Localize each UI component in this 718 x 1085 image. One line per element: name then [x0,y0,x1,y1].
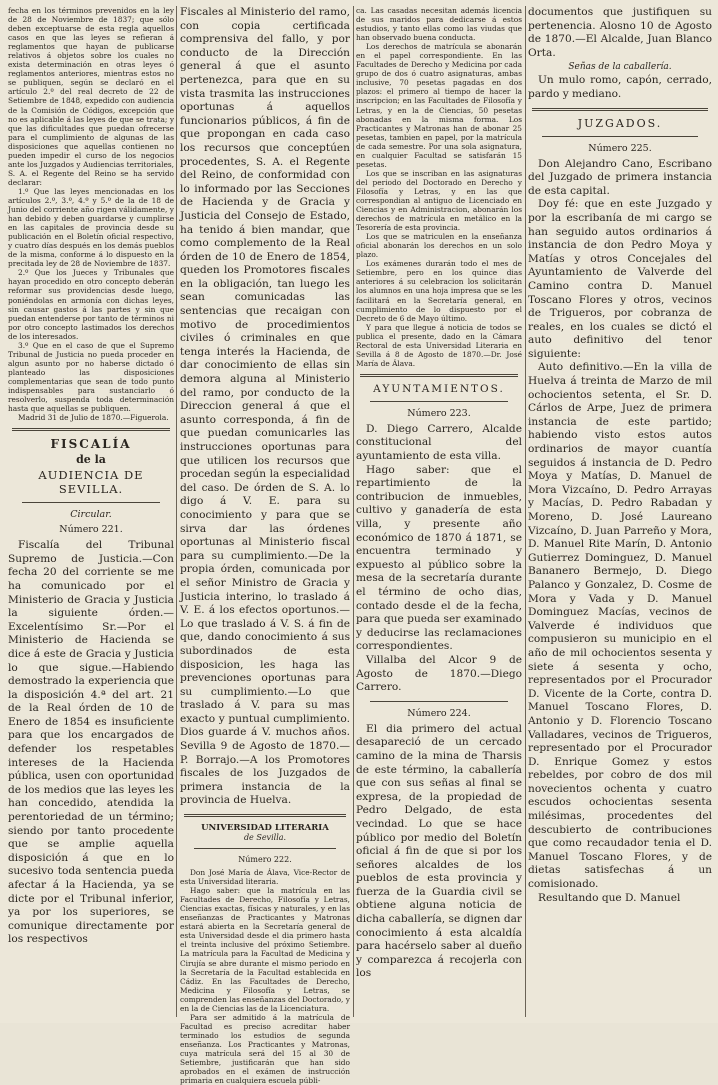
subtitle: Señas de la caballería. [568,62,672,73]
column-divider [176,6,177,1017]
paragraph: Los derechos de matrícula se abonarán en el papel correspondiente. En las Facultades de Derecho y Medicina por cada grupo de dos ó cuatro asignaturas, ambas inclusive, 70 pesetas pagadas en dos plazos: el primero al tiempo de hacer la inscripcion; en las Facultades de Filosofía y Letras, y en la de Ciencias, 50 pesetas abonadas en la misma forma. Los Practicantes y Matronas han de abonar 25 pesetas, tambien en papel, por la matrícula de cada semestre. Por una sola asignatura, en cualquier Facultad se satisfarán 15 pesetas. [356,42,522,169]
divider [12,428,170,431]
paragraph: D. Diego Carrero, Alcalde constitucional del ayuntamiento de esta villa. [356,422,522,463]
paragraph: Fiscalía del Tribunal Supremo de Justicia.—Con fecha 20 del corriente se me ha comunicado por el Ministerio de Gracia y Justicia la siguiente órden.—Excelentísimo Sr.—Por el Ministerio de Hacienda se dice á este de Gracia y Justicia lo que sigue.—Habiendo demostrado la experiencia que la disposición 4.ª del art. 21 de la Real órden de 10 de Enero de 1854 es insuficiente para que los encargados de defender los respetables intereses de la Hacienda pública, usen con oportunidad de los medios que las leyes les han concedido, atendida la perentoriedad de un término; siendo por tanto procedente que se amplie aquella disposición á que en lo sucesivo toda sentencia pueda afectar á la Hacienda, ya se dicte por el Tribunal inferior, ya por los superiores, se comunique directamente por los respectivos [8,539,174,946]
notice-number: Número 223. [407,407,471,419]
notice-number: Número 222. [238,855,292,865]
paragraph: Hago saber: que la matrícula en las Facultades de Derecho, Filosofía y Letras, Ciencias exactas, físicas y naturales, y en las enseñanzas de Practicantes y Matronas estará abierta en la Secretaría general de esta Universidad desde el dia primero hasta el treinta inclusive del próximo Setiembre. La matrícula para la Facultad de Medicina y Cirujía se abre durante el mismo periodo en la Secretaría de la Facultad establecida en Cádiz. En las Facultades de Derecho, Medicina y Filosofía y Letras, se comprenden las enseñanzas del Doctorado, y en la de Ciencias las de la Licenciatura. [180,886,350,1013]
paragraph: Auto definitivo.—En la villa de Huelva á treinta de Marzo de mil ochocientos setenta, el Sr. D. Cárlos de Arpe, Juez de primera instancia de este partido; habiendo visto estos autos ordinarios de mayor cuantía seguidos á instancia de D. Pedro Moya y Matías, D. Manuel de Mora Vizcaíno, D. Pedro Arrayas y Macías, D. Pedro Rabadan y Moreno, D. José Laureano Vizcaíno, D. Juan Parreño y Mora, D. Manuel Rite Marín, D. Antonio Gutierrez Dominguez, D. Manuel Bananero Bermejo, D. Diego Palanco y Gonzalez, D. Cosme de Mora y Vada y D. Manuel Dominguez Macías, vecinos de Valverde é individuos que compusieron su municipio en el año de mil ochocientos sesenta y siete á sesenta y ocho, representados por el Procurador D. Vicente de la Corte, contra D. Manuel Toscano Flores, D. Antonio y D. Florencio Toscano Valladares, vecinos de Trigueros, representado por el Procurador D. Enrique Gomez y estos rebeldes, por cobro de dos mil novecientos ochenta y cuatro escudos ochocientas sesenta milésimas, procedentes del descubierto de contribuciones que como recaudador tenia el D. Manuel Toscano Flores, y de dietas satisfechas á un comisionado. [528,361,712,891]
divider [184,814,346,817]
section-heading: AUDIENCIA DE SEVILLA. [38,468,144,497]
paragraph: Los exámenes durarán todo el mes de Setiembre, pero en los quince dias anteriores á su celebracion los solicitarán los alumnos en una hoja impresa que se les facilitará en la Secretaría general, en cumplimiento de lo dispuesto por el Decreto de 6 de Mayo último. [356,259,522,323]
paragraph: 1.º Que las leyes mencionadas en los artículos 2.º, 3.º, 4.º y 5.º de la de 18 de Junio del corriente año rigen válidamente, y han debido y deben guardarse y cumplirse en las capitales de provincia desde su publicación en el Boletín oficial respectivo, y cuatro días después en los demás pueblos de la misma, conforme á lo dispuesto en la precitada ley de 28 de Noviembre de 1837. [8,186,174,269]
divider [22,502,160,503]
paragraph: Doy fé: que en este Juzgado y por la escribanía de mi cargo se han seguido autos ordinarios á instancia de don Pedro Moya y Matías y otros Concejales del Ayuntamiento de Valverde del Camino contra D. Manuel Toscano Flores y otros, vecinos de Trigueros, por cobranza de reales, en los cuales se dictó el auto definitivo del tenor siguiente: [528,198,712,360]
notice-number: Número 221. [59,524,123,536]
paragraph: Fiscales al Ministerio del ramo, con copia certificada comprensiva del fallo, y por conducto de la Dirección general á que el asunto pertenezca, para que en su vista trasmita las instrucciones oportunas á aquellos funcionarios públicos, á fin de que propongan en cada caso los recursos que conceptúen procedentes, S. A. el Regente del Reino, de conformidad con lo informado por las Secciones de Hacienda y de Gracia y Justicia del Consejo de Estado, ha tenido á bien mandar, que como complemento de la Real órden de 10 de Enero de 1854, queden los Promotores fiscales en la obligación, tan luego les sean comunicadas las sentencias que recaigan con motivo de procedimientos civiles ó criminales en que tenga interés la Hacienda, de dar conocimiento de ellas sin demora alguna al Ministerio del ramo, por conducto de la Direccion general á que el asunto corresponda, á fin de que puedan comunicarles las instrucciones oportunas para que utilicen los recursos que procedan según la especialidad del caso. De órden de S. A. lo digo á V. E. para su conocimiento y para que se sirva dar las órdenes oportunas al Ministerio fiscal para su cumplimiento.—De la propia órden, comunicada por el señor Ministro de Gracia y Justicia interino, lo traslado á V. E. á los efectos oportunos.—Lo que traslado á V. S. á fin de que, dando conocimiento á sus subordinados de esta disposicion, les haga las prevenciones oportunas para su cumplimiento.—Lo que traslado á V. para su mas exacto y puntual cumplimiento. Dios guarde á V. muchos años. Sevilla 9 de Agosto de 1870.—P. Borrajo.—A los Promotores fiscales de los Juzgados de primera instancia de la provincia de Huelva. [180,6,350,807]
divider [194,848,336,849]
divider [370,701,508,702]
section-heading: UNIVERSIDAD LITERARIA [201,823,329,834]
paragraph: Resultando que D. Manuel [538,891,681,904]
paragraph: Don Alejandro Cano, Escribano del Juzgado de primera instancia de esta capital. [528,157,712,197]
section-subheading: de Sevilla. [243,833,287,843]
divider [360,374,518,377]
paragraph: fecha en los términos prevenidos en la ley de 28 de Noviembre de 1837; que sólo deben exceptuarse de esta regla aquellos casos en que las leyes se refieran á reglamentos que hayan de publicarse relativos á objetos sobre los cuales no exista determinación en otras leyes ó reglamentos anteriores, mientras estos no se publiquen, según se declaró en el artículo 2.º del real decreto de 22 de Setiembre de 1848, expedido con audiencia de la Comisión de Códigos, excepción que no es aplicable á las leyes de que se trata; y que las dificultades que puedan ofrecerse para el cumplimiento de algunas de las disposiciones que aquellas contienen no pueden impedir el curso de los negocios ante los Juzgados y Audiencias territoriales, S. A. el Regente del Reino se ha servido declarar: [8,6,174,187]
column-1 [8,6,174,1017]
column-divider [525,6,526,1017]
column-2 [180,6,350,1085]
paragraph: Un mulo romo, capón, cerrado, pardo y mediano. [528,74,712,100]
section-heading: FISCALÍA [50,437,132,452]
divider [370,401,508,402]
paragraph: 2.º Que los Jueces y Tribunales que hayan procedido en otro concepto deberán reformar sus providencias desde luego, poniéndolas en armonía con dichas leyes, sin causar gastos á las partes y sin que puedan entenderse por tanto de términos ni por otro concepto lastimados los derechos de los interesados. [8,268,174,341]
paragraph: documentos que justifiquen su pertenencia. Alosno 10 de Agosto de 1870.—El Alcalde, Juan Blanco Orta. [528,6,712,59]
paragraph: ca. Las casadas necesitan además licencia de sus maridos para dedicarse á estos estudios, y tanto ellas como las viudas que han observado buena conducta. [356,6,522,43]
paragraph: Hago saber: que el repartimiento de la contribucion de inmuebles, cultivo y ganadería de esta villa, y presente año económico de 1870 á 1871, se encuentra terminado y expuesto al público sobre la mesa de la secretaría durante el término de ocho dias, contado desde el de la fecha, para que pueda ser examinado y deducirse las reclamaciones correspondientes. [356,463,522,653]
paragraph: Madrid 31 de Julio de 1870.—Figuerola. [18,413,169,423]
paragraph: Los que se inscriban en las asignaturas del periodo del Doctorado en Derecho y Filosofía y Letras, y en las que correspondian al antiguo de Licenciado en Ciencias y en Administracion, abonarán los derechos de matrícula en metálico en la Tesorería de esta provincia. [356,168,522,233]
paragraph: Los que se matriculen en la enseñanza oficial abonarán los derechos en un solo plazo. [356,232,522,260]
divider [532,108,708,111]
column-3 [356,6,522,1017]
section-heading: JUZGADOS. [577,116,663,130]
paragraph: Don José María de Álava, Vice-Rector de esta Universidad literaria. [180,868,350,887]
notice-number: Número 224. [407,707,471,719]
paragraph: Y para que llegue á noticia de todos se publica el presente, dado en la Cámara Rectoral de esta Universidad Literaria en Sevilla á 8 de Agosto de 1870.—Dr. José María de Álava. [356,322,522,368]
column-divider [353,6,354,1017]
notice-number: Número 225. [588,142,652,154]
column-4 [528,6,712,1017]
paragraph: El dia primero del actual desapareció de un cercado camino de la mina de Tharsis de este término, la caballería que con sus señas al final se expresa, de la propiedad de Pedro Delgado, de esta vecindad. Lo que se hace público por medio del Boletín oficial á fin de que si por los señores alcaldes de los pueblos de esta provincia y fuerza de la Guardia civil se obtiene alguna noticia de dicha caballería, se dignen dar conocimiento á esta alcaldía para hacérselo saber al dueño y comparezca á recojerla con los [356,722,522,980]
subtitle: Circular. [70,509,112,521]
paragraph: Para ser admitido á la matrícula de Facultad es preciso acreditar haber terminado los estudios de segunda enseñanza. Los Practicantes y Matronas, cuya matrícula será del 15 al 30 de Setiembre, justificarán que han sido aprobados en el exámen de instrucción primaria en cualquiera escuela públi- [180,1012,350,1085]
section-heading: AYUNTAMIENTOS. [373,382,505,395]
divider [542,136,698,137]
section-subheading: de la [76,453,106,467]
paragraph: 3.º Que en el caso de que el Supremo Tribunal de Justicia no pueda proceder en algun asunto por no haberse dictado ó planteado las disposiciones complementarias que sean de todo punto indispensables para sustanciarlo ó resolverlo, suspenda toda determinación hasta que aquellas se publiquen. [8,340,174,414]
paragraph: Villalba del Alcor 9 de Agosto de 1870.—Diego Carrero. [356,653,522,694]
